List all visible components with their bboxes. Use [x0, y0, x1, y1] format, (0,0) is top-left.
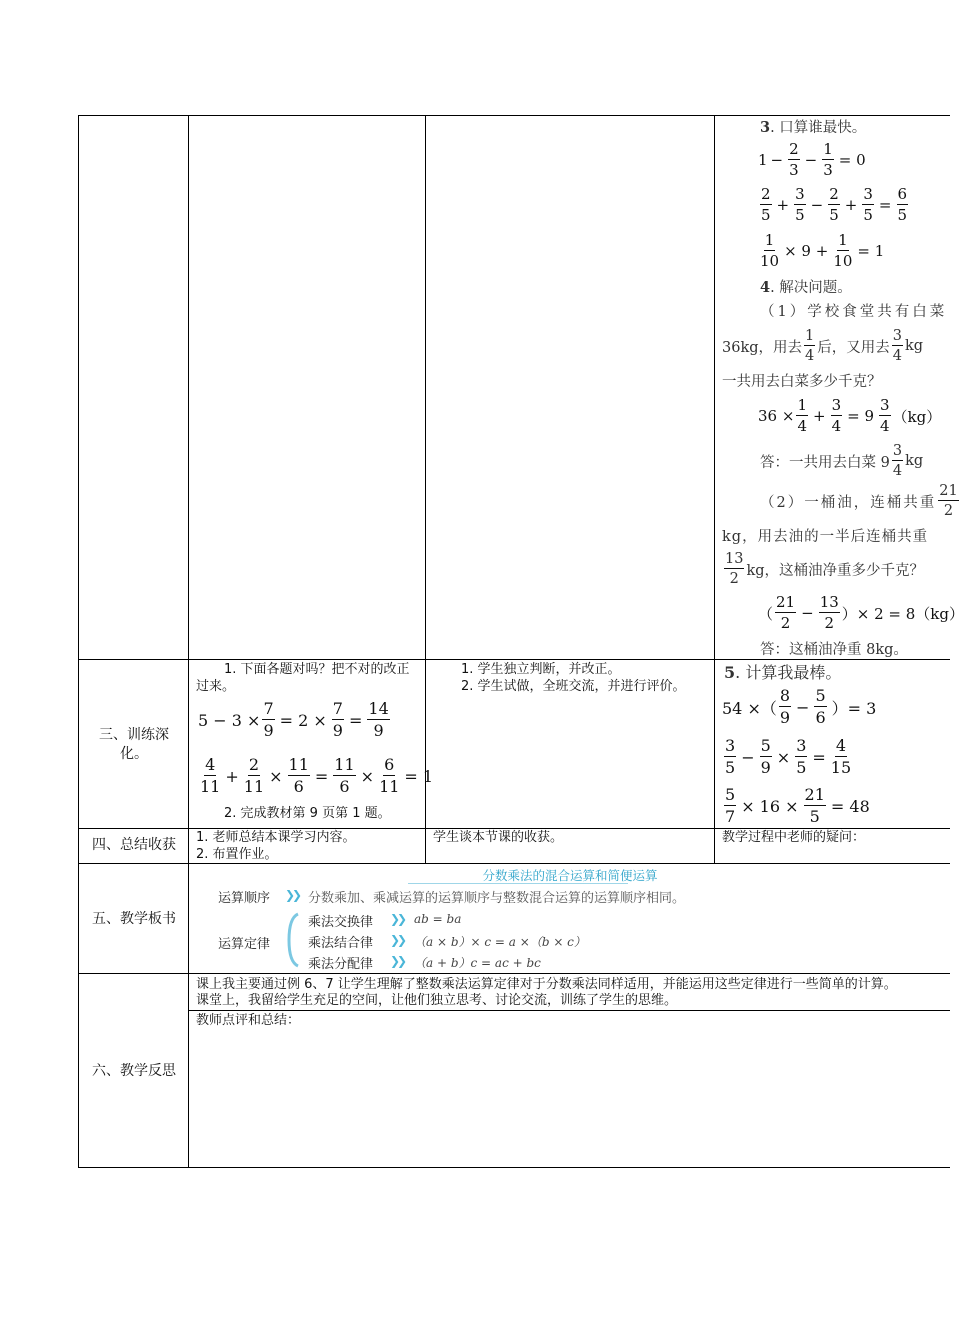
item3-title: 3. 口算谁最快。 [760, 119, 867, 136]
board-law2-formula: （a × b）× c = a ×（b × c） [414, 935, 586, 949]
problem2-line3: $\frac{13}{2}$ kg，这桶油净重多少千克？ [725, 550, 925, 587]
board-law3-name: 乘法分配律 [308, 957, 374, 972]
summary-teacher-cell [196, 829, 422, 863]
reflect-inner-divider [188, 1010, 950, 1011]
row-divider-4 [78, 973, 950, 974]
training-teacher-cell [196, 661, 422, 827]
item5-title: 5. 计算我最棒。 [724, 663, 842, 682]
brace-icon [286, 912, 300, 968]
reflection-text-2: 课堂上，我留给学生充足的空间，让他们独立思考、讨论交流，训练了学生的思维。 [196, 993, 678, 1008]
col-divider-1 [188, 115, 189, 1167]
oral-eq-1: 1 − $\frac{2}{3}$ − $\frac{1}{3}$ = 0 [758, 140, 866, 179]
board-law1-name: 乘法交换律 [308, 915, 374, 930]
board-order-text: 分数乘加、乘减运算的运算顺序与整数混合运算的运算顺序相同。 [308, 891, 686, 906]
problem2-calc: （ $\frac{21}{2}$ − $\frac{13}{2}$ ）× 2 = 8（kg） [758, 593, 964, 632]
board-order-label: 运算顺序 [218, 891, 271, 906]
board-title: 分数乘法的混合运算和简便运算 [482, 868, 658, 883]
oral-eq-2: $\frac{2}{5}$ + $\frac{3}{5}$ − $\frac{2}{5}$ + $\frac{3}{5}$ = $\frac{6}{5}$ [761, 185, 908, 224]
col-divider-3 [714, 115, 715, 863]
chevron-right-icon: ❯❯ [390, 912, 405, 926]
training-student-item2: 2. 学生试做，全班交流，并进行评价。 [461, 679, 686, 694]
training-student-cell [433, 661, 709, 695]
training-eq-1: 5 − 3 × $\frac{7}{9}$ = 2 × $\frac{7}{9}$ = $\frac{14}{9}$ [198, 699, 389, 740]
training-student-item1: 1. 学生独立判断，并改正。 [461, 662, 621, 677]
practice-eq-5a: 54 ×（ $\frac{8}{9}$ − $\frac{5}{6}$ ）= 3 [722, 686, 877, 727]
item4-title: 4. 解决问题。 [760, 279, 852, 296]
summary-teacher-item1: 1. 老师总结本课学习内容。 [196, 830, 356, 845]
row-label-summary: 四、总结收获 [92, 837, 176, 853]
board-law1-formula: ab = ba [414, 912, 462, 926]
problem1-line3: 一共用去白菜多少千克？ [722, 374, 882, 390]
problem1-answer: 答：一共用去白菜 9 $\frac{3}{4}$ kg [760, 442, 924, 479]
problem1-line2: 36kg，用去 $\frac{1}{4}$ 后，又用去 $\frac{3}{4}$ kg [722, 327, 924, 364]
table-bottom-border [78, 1167, 950, 1168]
summary-student-cell: 学生谈本节课的收获。 [433, 830, 564, 845]
problem1-line1: （1）学校食堂共有白菜 [760, 304, 948, 320]
col-divider-2 [425, 115, 426, 863]
row-divider-3 [78, 863, 950, 864]
oral-eq-3: $\frac{1}{10}$ × 9 + $\frac{1}{10}$ = 1 [760, 231, 885, 270]
row-label-board: 五、教学板书 [92, 911, 176, 927]
training-teacher-item1: 1. 下面各题对吗？把不对的改正过来。 [196, 662, 410, 694]
summary-question-cell: 教学过程中老师的疑问： [722, 830, 866, 845]
training-teacher-item2: 2. 完成教材第 9 页第 1 题。 [224, 806, 391, 821]
summary-teacher-item2: 2. 布置作业。 [196, 847, 278, 862]
teacher-comment-label: 教师点评和总结： [196, 1013, 301, 1028]
chevron-right-icon: ❯❯ [390, 933, 405, 947]
table-left-border [78, 115, 79, 1167]
problem2-answer: 答：这桶油净重 8kg。 [760, 642, 908, 658]
board-law-label: 运算定律 [218, 937, 271, 952]
chevron-right-icon: ❯❯ [390, 954, 405, 968]
problem2-line2: kg，用去油的一半后连桶共重 [722, 529, 929, 545]
board-law3-formula: （a + b）c = ac + bc [414, 956, 541, 970]
problem1-calc: 36 × $\frac{1}{4}$ + $\frac{3}{4}$ = 9 $\frac{3}{4}$ （kg） [758, 396, 942, 435]
row-label-training: 三、训练深化。 [99, 727, 169, 762]
training-eq-2: $\frac{4}{11}$ + $\frac{2}{11}$ × $\frac{11}{6}$ = $\frac{11}{6}$ × $\frac{6}{11}$ = 1 [200, 755, 434, 796]
row-label-reflection: 六、教学反思 [92, 1063, 176, 1079]
problem2-line1: （2）一桶油，连桶共重 $\frac{21}{2}$ [760, 482, 958, 519]
board-title-underline [408, 883, 628, 884]
board-law2-name: 乘法结合律 [308, 936, 374, 951]
chevron-right-icon: ❯❯ [285, 888, 300, 902]
practice-eq-5b: $\frac{3}{5}$ − $\frac{5}{9}$ × $\frac{3}{5}$ = $\frac{4}{15}$ [725, 736, 852, 777]
reflection-text-1: 课上我主要通过例 6、7 让学生理解了整数乘法运算定律对于分数乘法同样适用，并能运用这些定律进行一些简单的计算。 [196, 977, 897, 992]
practice-eq-5c: $\frac{5}{7}$ × 16 × $\frac{21}{5}$ = 48 [725, 785, 870, 826]
